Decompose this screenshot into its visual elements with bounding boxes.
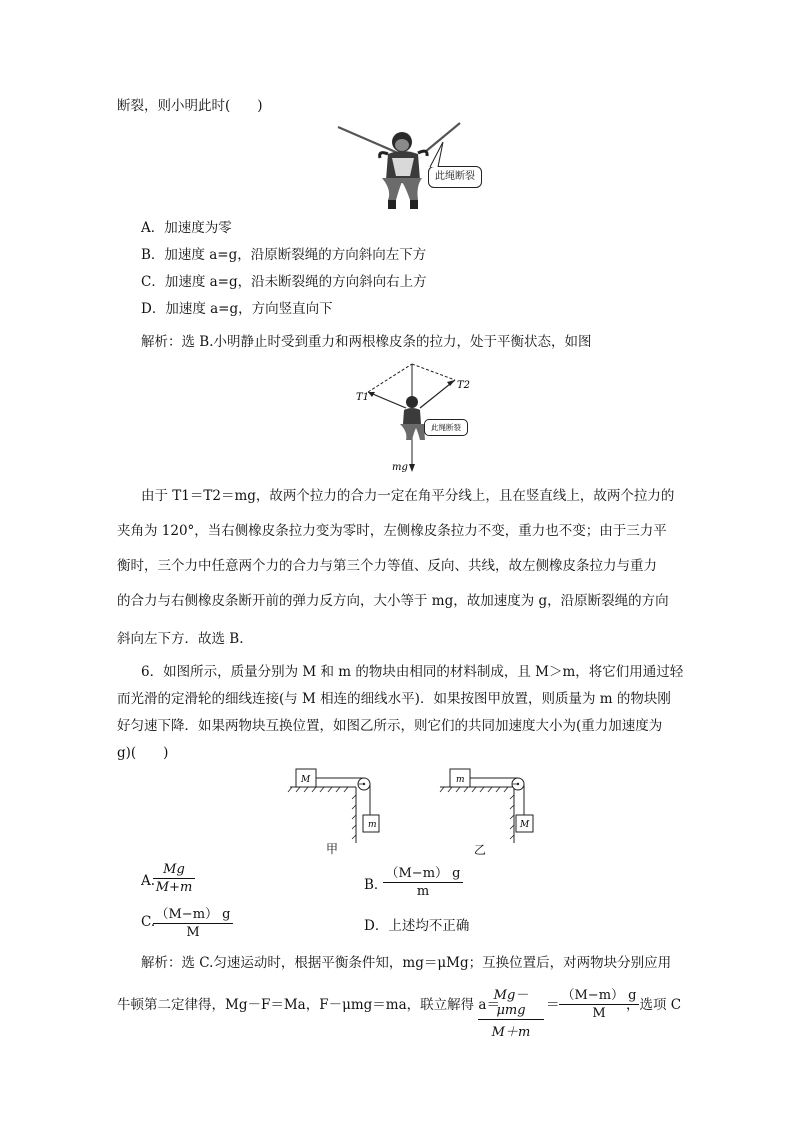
callout-label-small: 此绳断裂 — [431, 423, 461, 432]
fraction-denominator: M＋m — [491, 1025, 531, 1040]
q5-solution-intro: 解析：选 B.小明静止时受到重力和两根橡皮条的拉力，处于平衡状态，如图 — [141, 334, 592, 350]
tension-t2-label: T2 — [457, 380, 471, 391]
right-top-block-label: m — [456, 775, 465, 785]
q6-solution-line-1: 解析：选 C.匀速运动时，根据平衡条件知，mg＝μMg；互换位置后，对两物块分别应用 — [141, 955, 672, 971]
q6-stem-line-3: 好匀速下降．如果两物块互换位置，如图乙所示，则它们的共同加速度大小为(重力加速度为 — [117, 718, 663, 734]
q6-solution-fraction-1 — [478, 984, 544, 1040]
fraction-denominator: M — [592, 1006, 606, 1021]
fraction-numerator: （M−m） g — [383, 862, 463, 883]
question-continuation: 断裂，则小明此时( ) — [117, 98, 263, 114]
broken-cord-callout-small — [424, 419, 468, 436]
q5-option-c: C．加速度 a=g，沿未断裂绳的方向斜向右上方 — [141, 274, 427, 290]
q5-option-a: A．加速度为零 — [141, 220, 232, 236]
left-hang-block-label: m — [368, 820, 377, 830]
solution-line-1: 由于 T1＝T2＝mg，故两个拉力的合力一定在角平分线上，且在竖直线上，故两个拉力的 — [141, 488, 675, 504]
figure-caption-jia: 甲 — [326, 842, 339, 856]
solution-line-3: 衡时，三个力中任意两个力的合力与第三个力等值、反向、共线，故左侧橡皮条拉力与重力 — [117, 558, 657, 574]
solution-line-4: 的合力与右侧橡皮条断开前的弹力反方向，大小等于 mg，故加速度为 g，沿原断裂绳的方向 — [117, 593, 669, 609]
q6-solution-equals: ＝ — [546, 997, 560, 1013]
fraction-denominator: M+m — [155, 880, 193, 895]
callout-pointer — [425, 140, 455, 170]
solution-line-5: 斜向左下方．故选 B. — [117, 631, 244, 647]
q6-option-d: D．上述均不正确 — [364, 918, 470, 934]
q6-option-b-label: B． — [364, 877, 388, 893]
q6-option-a-fraction — [153, 862, 195, 895]
fraction-denominator: M — [186, 925, 200, 940]
fraction-numerator: Mg — [153, 862, 195, 879]
q6-option-a-label: A. — [141, 873, 156, 889]
q6-option-b-fraction — [383, 862, 463, 899]
q6-stem-line-1: 6．如图所示，质量分别为 M 和 m 的物块由相同的材料制成，且 M＞m，将它们用通过轻 — [141, 664, 684, 680]
solution-line-2: 夹角为 120°，当右侧橡皮条拉力变为零时，左侧橡皮条拉力不变，重力也不变；由于三力平 — [117, 523, 667, 539]
q6-stem-line-2: 而光滑的定滑轮的细线连接(与 M 相连的细线水平)．如果按图甲放置，则质量为 m 的物块刚 — [117, 691, 671, 707]
fraction-denominator: m — [416, 884, 430, 899]
callout-label: 此绳断裂 — [435, 171, 475, 182]
left-top-block-label: M — [301, 775, 311, 785]
figure-caption-yi: 乙 — [474, 843, 487, 857]
q6-solution-line-2-prefix: 牛顿第二定律得，Mg－F＝Ma，F－μmg＝ma，联立解得 a＝ — [117, 997, 500, 1013]
force-diagram — [350, 360, 480, 475]
weight-mg-label: mg — [392, 462, 408, 473]
q6-option-c-fraction — [153, 903, 233, 940]
q6-solution-line-2-suffix: ，选项 C — [626, 997, 682, 1013]
fraction-numerator: （M−m） g — [153, 903, 233, 924]
tension-t1-label: T1 — [356, 392, 370, 403]
q5-option-b: B．加速度 a=g，沿原断裂绳的方向斜向左下方 — [141, 247, 427, 263]
q5-option-d: D．加速度 a=g，方向竖直向下 — [141, 301, 333, 317]
right-hang-block-label: M — [520, 820, 530, 830]
fraction-numerator: （M−m） g — [559, 984, 639, 1005]
q6-stem-line-4: g)( ) — [117, 745, 169, 761]
q6-option-c-label: C. — [141, 914, 156, 930]
fraction-numerator: Mg－μmg — [478, 984, 544, 1020]
